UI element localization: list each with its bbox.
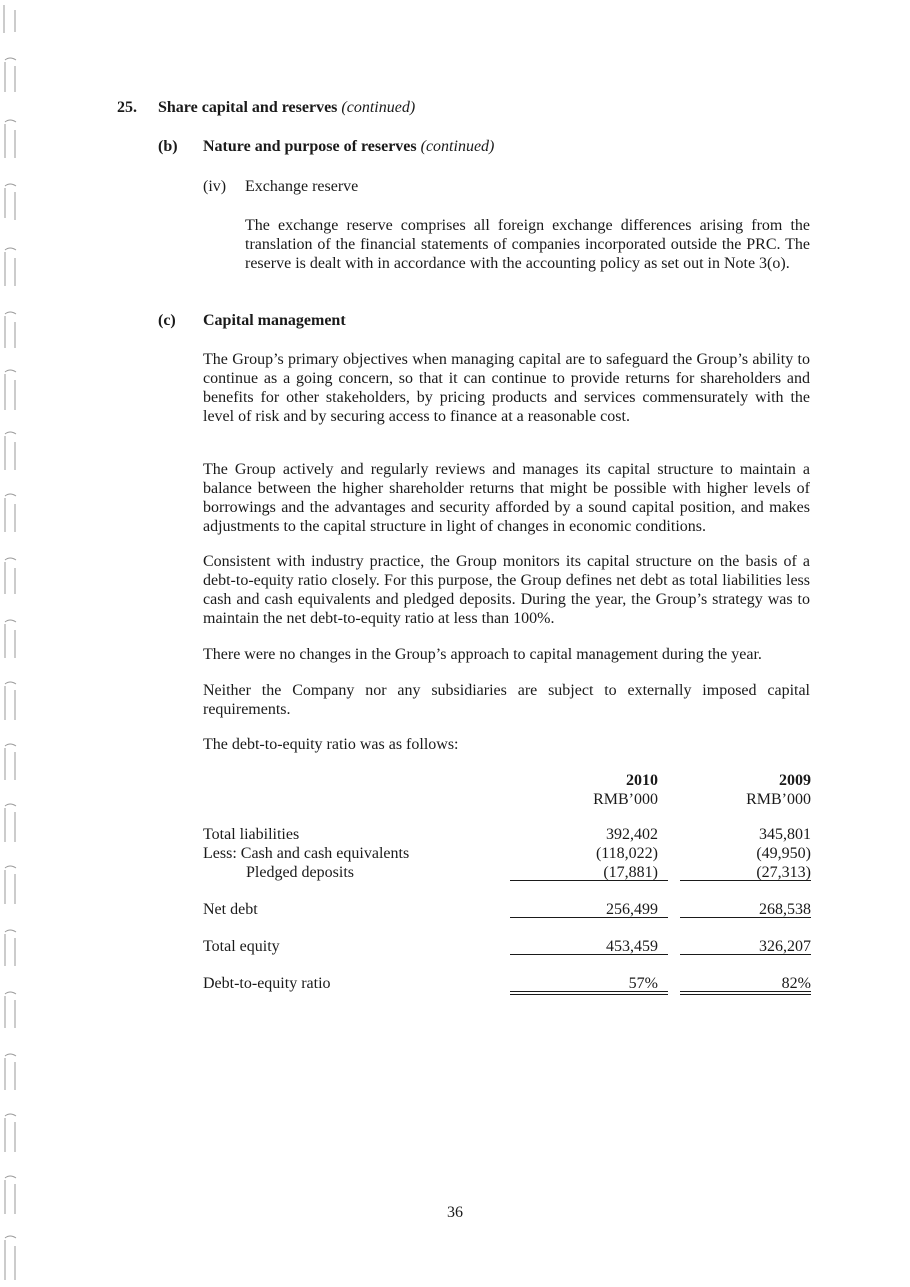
row-label-total-equity: Total equity — [203, 938, 280, 955]
section-number: 25. — [117, 99, 137, 116]
scan-margin-marks — [0, 0, 24, 1287]
capital-paragraph-1: The Group’s primary objectives when managing capital are to safeguard the Group’s ability to continue as a going concern, so that it can continue to provide returns for shareholders and benefits for other stakeholders, by pricing products and services commensurately with the level of risk and by securing access to finance at a reasonable cost. — [203, 351, 810, 425]
cell-cash-2009: (49,950) — [756, 845, 811, 862]
capital-paragraph-6: The debt-to-equity ratio was as follows: — [203, 736, 459, 753]
cell-total-liabilities-2009: 345,801 — [759, 826, 811, 843]
page-number: 36 — [447, 1204, 463, 1221]
item-iv-label: (iv) — [203, 178, 227, 195]
subsection-b-title — [203, 138, 494, 156]
row-label-total-liabilities: Total liabilities — [203, 826, 300, 843]
cell-pledged-deposits-2009: (27,313) — [756, 864, 811, 881]
underline-total-equity-2010 — [510, 954, 668, 955]
underline-total-equity-2009 — [680, 954, 811, 955]
underline-net-debt-2009 — [680, 917, 811, 918]
capital-paragraph-4: There were no changes in the Group’s approach to capital management during the year. — [203, 646, 762, 663]
row-label-debt-to-equity: Debt-to-equity ratio — [203, 975, 331, 992]
item-iv-title: Exchange reserve — [245, 178, 359, 195]
cell-total-equity-2009: 326,207 — [759, 938, 811, 955]
double-underline-ratio-2009 — [680, 994, 811, 995]
cell-total-equity-2010: 453,459 — [606, 938, 658, 955]
row-label-cash: Less: Cash and cash equivalents — [203, 845, 410, 862]
capital-paragraph-2: The Group actively and regularly reviews and manages its capital structure to maintain a balance between the higher shareholder returns that might be possible with higher levels of borrowings and the advantages and security afforded by a sound capital position, and makes adjustments to the capital structure in light of changes in economic conditions. — [203, 461, 810, 535]
cell-net-debt-2009: 268,538 — [759, 901, 811, 918]
row-label-net-debt: Net debt — [203, 901, 258, 918]
column-year-2009: 2009 — [779, 772, 811, 789]
underline-ratio-2010 — [510, 991, 668, 992]
capital-paragraph-5: Neither the Company nor any subsidiaries are subject to externally imposed capital requirements. — [203, 682, 810, 718]
capital-paragraph-3: Consistent with industry practice, the Group monitors its capital structure on the basis of a debt-to-equity ratio closely. For this purpose, the Group defines net debt as total liabilities less cash and cash equivalents and pledged deposits. During the year, the Group’s strategy was to maintain the net debt-to-equity ratio at less than 100%. — [203, 553, 810, 627]
cell-pledged-deposits-2010: (17,881) — [603, 864, 658, 881]
section-title-text: Share capital and reserves — [158, 99, 338, 116]
underline-pledged-2009 — [680, 880, 811, 881]
subsection-b-title-suffix: (continued) — [420, 138, 495, 155]
exchange-reserve-paragraph: The exchange reserve comprises all foreign exchange differences arising from the translation of the financial statements of companies incorporated outside the PRC. The reserve is dealt with in accordance with the accounting policy as set out in Note 3(o). — [245, 217, 810, 272]
cell-debt-to-equity-2009: 82% — [781, 975, 811, 992]
underline-ratio-2009 — [680, 991, 811, 992]
section-title — [158, 99, 415, 117]
cell-cash-2010: (118,022) — [595, 845, 658, 862]
underline-net-debt-2010 — [510, 917, 668, 918]
cell-total-liabilities-2010: 392,402 — [606, 826, 658, 843]
row-label-pledged-deposits: Pledged deposits — [246, 864, 354, 881]
subsection-c-title: Capital management — [203, 312, 346, 329]
double-underline-ratio-2010 — [510, 994, 668, 995]
underline-pledged-2010 — [510, 880, 668, 881]
column-unit-2010: RMB’000 — [593, 791, 658, 808]
section-title-suffix: (continued) — [341, 99, 416, 116]
subsection-c-label: (c) — [158, 312, 176, 329]
cell-net-debt-2010: 256,499 — [606, 901, 658, 918]
column-year-2010: 2010 — [626, 772, 658, 789]
subsection-b-title-text: Nature and purpose of reserves — [203, 138, 417, 155]
subsection-b-label: (b) — [158, 138, 178, 155]
column-unit-2009: RMB’000 — [746, 791, 811, 808]
cell-debt-to-equity-2010: 57% — [628, 975, 658, 992]
